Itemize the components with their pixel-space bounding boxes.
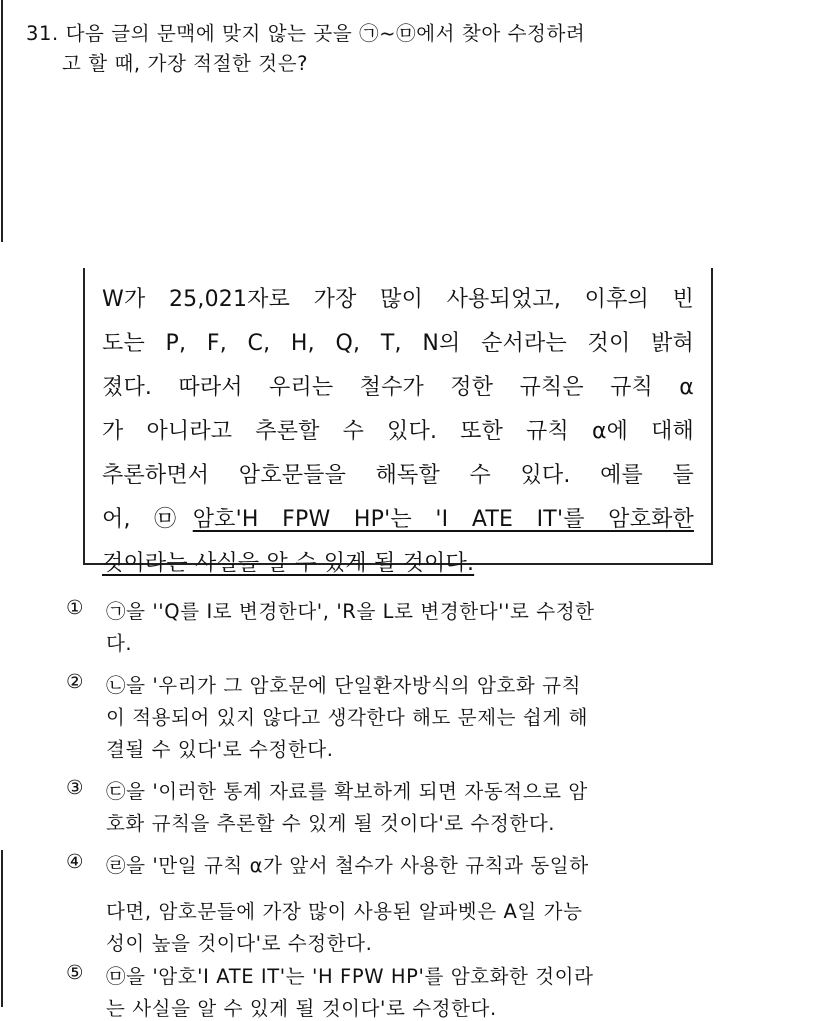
underlined-text-e: 암호'H FPW HP'는 'I ATE IT'를 암호화한	[192, 507, 694, 532]
passage-text: 어, ㉤	[102, 507, 193, 532]
option-text: 는 사실을 알 수 있게 될 것이다'로 수정한다.	[106, 997, 497, 1020]
question-stem: 31. 다음 글의 문맥에 맞지 않는 곳을 ㉠~㉤에서 찾아 수정하려	[26, 22, 586, 45]
passage-line: W가 25,021자로 가장 많이 사용되었고, 이후의 빈	[102, 287, 694, 312]
option-text: ㉣을 '만일 규칙 α가 앞서 철수가 사용한 규칙과 동일하	[106, 854, 589, 877]
option-text: ㉢을 '이러한 통계 자료를 확보하게 되면 자동적으로 암	[106, 780, 588, 803]
passage-box	[83, 268, 713, 576]
option-number: ②	[66, 670, 85, 693]
option-text: 다면, 암호문들에 가장 많이 사용된 알파벳은 A일 가능	[106, 900, 583, 923]
passage-line: 추론하면서 암호문들을 해독할 수 있다. 예를 들	[102, 463, 694, 488]
option-text: 호화 규칙을 추론할 수 있게 될 것이다'로 수정한다.	[106, 812, 556, 835]
passage-line: 졌다. 따라서 우리는 철수가 정한 규칙은 규칙 α	[102, 375, 694, 400]
underlined-text-e-cont: 것이라는 사실을 알 수 있게 될 것이다.	[102, 551, 475, 576]
option-number: ④	[66, 850, 85, 873]
column-divider-bottom	[1, 850, 3, 1007]
option-text: ㉤을 '암호'I ATE IT'는 'H FPW HP'를 암호화한 것이라	[106, 965, 594, 988]
option-number: ①	[66, 596, 85, 619]
option-text: 이 적용되어 있지 않다고 생각한다 해도 문제는 쉽게 해	[106, 706, 589, 729]
column-divider-top	[1, 0, 3, 242]
passage-line	[102, 502, 694, 533]
option-number: ⑤	[66, 961, 85, 984]
option-text: ㉠을 ''Q를 I로 변경한다', 'R을 L로 변경한다''로 수정한	[106, 600, 595, 623]
option-text: 성이 높을 것이다'로 수정한다.	[106, 932, 373, 955]
passage-line: 도는 P, F, C, H, Q, T, N의 순서라는 것이 밝혀	[102, 331, 694, 356]
option-text: ㉡을 '우리가 그 암호문에 단일환자방식의 암호화 규칙	[106, 674, 582, 697]
question-stem-cont: 고 할 때, 가장 적절한 것은?	[62, 52, 309, 75]
option-number: ③	[66, 776, 85, 799]
passage-line: 가 아니라고 추론할 수 있다. 또한 규칙 α에 대해	[102, 419, 694, 444]
option-text: 결될 수 있다'로 수정한다.	[106, 738, 334, 761]
option-text: 다.	[106, 632, 133, 655]
